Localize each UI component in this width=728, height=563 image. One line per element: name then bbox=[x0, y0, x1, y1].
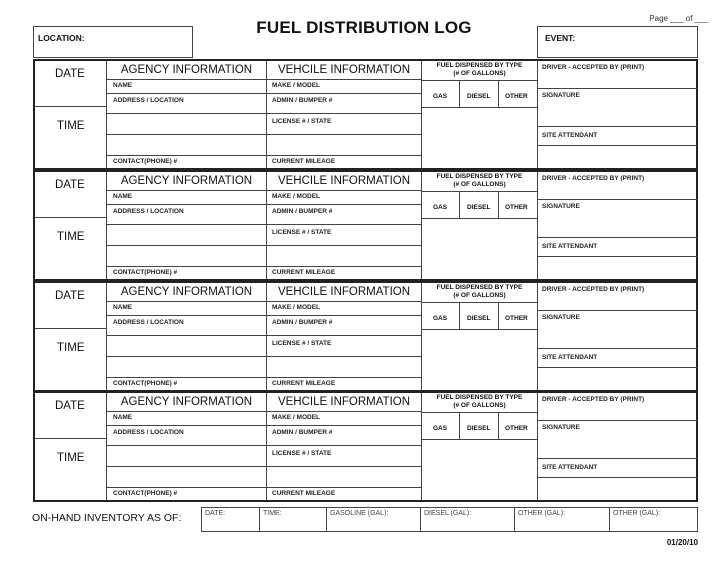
current-mileage-label: CURRENT MILEAGE bbox=[272, 380, 336, 387]
event-label: EVENT: bbox=[545, 33, 576, 43]
diesel-label: DIESEL bbox=[467, 425, 491, 432]
gas-label: GAS bbox=[433, 93, 448, 100]
inventory-date-cell[interactable] bbox=[202, 508, 260, 531]
vehicle-info-header: VEHCILE INFORMATION bbox=[277, 64, 411, 76]
time-label: TIME bbox=[57, 231, 85, 243]
address-label: ADDRESS / LOCATION bbox=[113, 429, 184, 436]
revision-date: 01/20/10 bbox=[666, 538, 698, 547]
contact-label: CONTACT(PHONE) # bbox=[113, 380, 178, 387]
current-mileage-label: CURRENT MILEAGE bbox=[272, 158, 336, 165]
log-entry-section bbox=[33, 281, 698, 392]
make-model-label: MAKE / MODEL bbox=[272, 414, 321, 421]
driver-accepted-label: DRIVER - ACCEPTED BY (PRINT) bbox=[542, 286, 645, 293]
site-attendant-label: SITE ATTENDANT bbox=[542, 354, 598, 361]
inventory-gasoline-label: GASOLINE (GAL): bbox=[330, 510, 389, 517]
license-state-label: LICENSE # / STATE bbox=[272, 229, 332, 236]
inventory-time-cell[interactable] bbox=[260, 508, 327, 531]
inventory-gasoline-cell[interactable] bbox=[327, 508, 421, 531]
fuel-header-line2: (# OF GALLONS) bbox=[453, 181, 506, 188]
signature-label: SIGNATURE bbox=[542, 424, 580, 431]
log-entry-section bbox=[33, 59, 698, 170]
fuel-header-line2: (# OF GALLONS) bbox=[453, 70, 506, 77]
signature-label: SIGNATURE bbox=[542, 314, 580, 321]
make-model-label: MAKE / MODEL bbox=[272, 193, 321, 200]
make-model-label: MAKE / MODEL bbox=[272, 304, 321, 311]
admin-bumper-label: ADMIN / BUMPER # bbox=[272, 319, 333, 326]
diesel-label: DIESEL bbox=[467, 93, 491, 100]
gas-label: GAS bbox=[433, 315, 448, 322]
license-state-label: LICENSE # / STATE bbox=[272, 450, 332, 457]
date-label: DATE bbox=[55, 290, 85, 302]
contact-label: CONTACT(PHONE) # bbox=[113, 490, 178, 497]
driver-accepted-label: DRIVER - ACCEPTED BY (PRINT) bbox=[542, 175, 645, 182]
other-fuel-label: OTHER bbox=[505, 315, 528, 322]
current-mileage-label: CURRENT MILEAGE bbox=[272, 490, 336, 497]
date-label: DATE bbox=[55, 68, 85, 80]
log-entry-section bbox=[33, 391, 698, 502]
other-fuel-label: OTHER bbox=[505, 204, 528, 211]
other-fuel-label: OTHER bbox=[505, 425, 528, 432]
time-label: TIME bbox=[57, 120, 85, 132]
date-label: DATE bbox=[55, 400, 85, 412]
inventory-diesel-label: DIESEL (GAL): bbox=[424, 510, 472, 517]
name-label: NAME bbox=[113, 82, 133, 89]
fuel-dispensed-header bbox=[422, 283, 537, 303]
gas-label: GAS bbox=[433, 425, 448, 432]
inventory-other1-label: OTHER (GAL): bbox=[518, 510, 566, 517]
other-fuel-label: OTHER bbox=[505, 93, 528, 100]
page-number: Page ___ of ___ bbox=[649, 14, 708, 23]
agency-info-header: AGENCY INFORMATION bbox=[120, 64, 253, 76]
inventory-other2-cell[interactable] bbox=[610, 508, 697, 531]
inventory-date-label: DATE: bbox=[205, 510, 226, 517]
name-label: NAME bbox=[113, 193, 133, 200]
address-label: ADDRESS / LOCATION bbox=[113, 97, 184, 104]
inventory-diesel-cell[interactable] bbox=[421, 508, 515, 531]
date-label: DATE bbox=[55, 179, 85, 191]
admin-bumper-label: ADMIN / BUMPER # bbox=[272, 208, 333, 215]
diesel-label: DIESEL bbox=[467, 204, 491, 211]
fuel-header-line1: FUEL DISPENSED BY TYPE bbox=[436, 394, 523, 401]
license-state-label: LICENSE # / STATE bbox=[272, 340, 332, 347]
admin-bumper-label: ADMIN / BUMPER # bbox=[272, 97, 333, 104]
vehicle-info-header: VEHCILE INFORMATION bbox=[277, 396, 411, 408]
fuel-dispensed-header bbox=[422, 172, 537, 192]
name-label: NAME bbox=[113, 414, 133, 421]
current-mileage-label: CURRENT MILEAGE bbox=[272, 269, 336, 276]
site-attendant-label: SITE ATTENDANT bbox=[542, 132, 598, 139]
fuel-header-line1: FUEL DISPENSED BY TYPE bbox=[436, 62, 523, 69]
driver-accepted-label: DRIVER - ACCEPTED BY (PRINT) bbox=[542, 64, 645, 71]
time-label: TIME bbox=[57, 342, 85, 354]
event-field[interactable] bbox=[537, 26, 698, 58]
contact-label: CONTACT(PHONE) # bbox=[113, 158, 178, 165]
vehicle-info-header: VEHCILE INFORMATION bbox=[277, 286, 411, 298]
fuel-dispensed-header bbox=[422, 61, 537, 81]
agency-info-header: AGENCY INFORMATION bbox=[120, 396, 253, 408]
fuel-header-line1: FUEL DISPENSED BY TYPE bbox=[436, 284, 523, 291]
agency-info-header: AGENCY INFORMATION bbox=[120, 175, 253, 187]
name-label: NAME bbox=[113, 304, 133, 311]
agency-info-header: AGENCY INFORMATION bbox=[120, 286, 253, 298]
inventory-other2-label: OTHER (GAL): bbox=[613, 510, 661, 517]
page-title: FUEL DISTRIBUTION LOG bbox=[256, 18, 472, 37]
vehicle-info-header: VEHCILE INFORMATION bbox=[277, 175, 411, 187]
inventory-time-label: TIME: bbox=[263, 510, 282, 517]
admin-bumper-label: ADMIN / BUMPER # bbox=[272, 429, 333, 436]
fuel-header-line2: (# OF GALLONS) bbox=[453, 402, 506, 409]
address-label: ADDRESS / LOCATION bbox=[113, 319, 184, 326]
diesel-label: DIESEL bbox=[467, 315, 491, 322]
signature-label: SIGNATURE bbox=[542, 92, 580, 99]
signature-label: SIGNATURE bbox=[542, 203, 580, 210]
site-attendant-label: SITE ATTENDANT bbox=[542, 243, 598, 250]
site-attendant-label: SITE ATTENDANT bbox=[542, 464, 598, 471]
fuel-header-line1: FUEL DISPENSED BY TYPE bbox=[436, 173, 523, 180]
driver-accepted-label: DRIVER - ACCEPTED BY (PRINT) bbox=[542, 396, 645, 403]
inventory-table bbox=[201, 507, 698, 532]
license-state-label: LICENSE # / STATE bbox=[272, 118, 332, 125]
inventory-other1-cell[interactable] bbox=[515, 508, 610, 531]
log-entry-section bbox=[33, 170, 698, 281]
gas-label: GAS bbox=[433, 204, 448, 211]
fuel-header-line2: (# OF GALLONS) bbox=[453, 292, 506, 299]
location-label: LOCATION: bbox=[38, 33, 85, 43]
address-label: ADDRESS / LOCATION bbox=[113, 208, 184, 215]
contact-label: CONTACT(PHONE) # bbox=[113, 269, 178, 276]
make-model-label: MAKE / MODEL bbox=[272, 82, 321, 89]
inventory-label: ON-HAND INVENTORY AS OF: bbox=[32, 512, 182, 524]
fuel-dispensed-header bbox=[422, 393, 537, 413]
time-label: TIME bbox=[57, 452, 85, 464]
